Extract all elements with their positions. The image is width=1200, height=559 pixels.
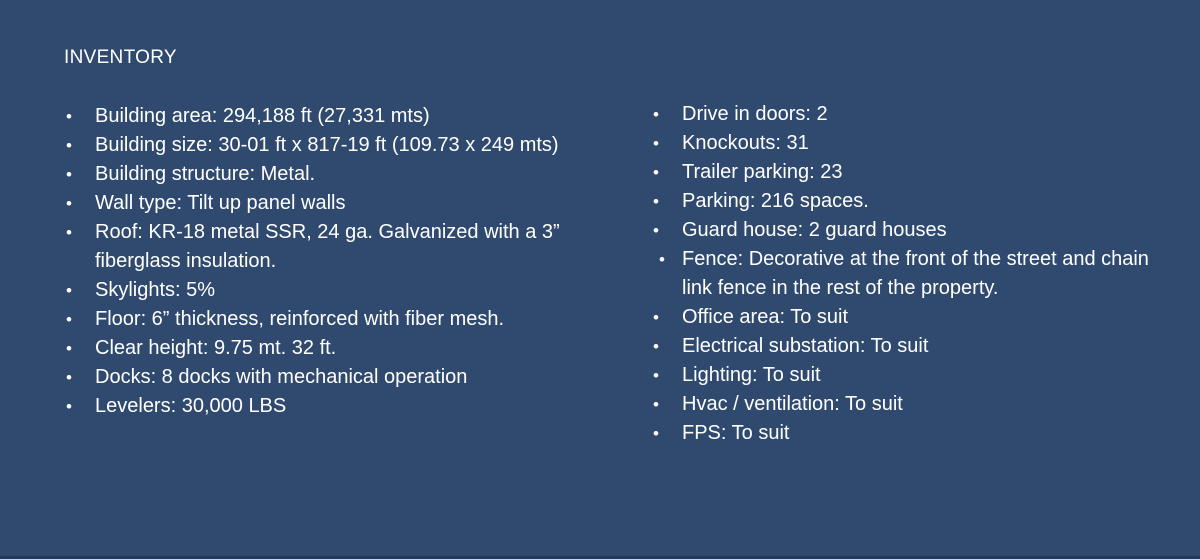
list-item-building-structure xyxy=(63,160,583,189)
bullet-icon: • xyxy=(653,221,659,240)
list-item-text: Floor: 6” thickness, reinforced with fiber mesh. xyxy=(95,308,505,330)
list-item-drive-in-doors xyxy=(650,100,1170,129)
bullet-icon: • xyxy=(66,165,72,184)
inventory-list-left xyxy=(63,102,583,421)
bullet-icon: • xyxy=(653,337,659,356)
list-item-text: Levelers: 30,000 LBS xyxy=(95,395,287,417)
list-item-text: Roof: KR-18 metal SSR, 24 ga. Galvanized with a 3” fiberglass insulation. xyxy=(95,221,560,272)
inventory-list-right xyxy=(650,100,1170,448)
bullet-icon: • xyxy=(653,308,659,327)
bullet-icon: • xyxy=(66,310,72,329)
list-item-roof xyxy=(63,218,583,276)
bullet-icon: • xyxy=(66,339,72,358)
page-title: INVENTORY xyxy=(64,47,177,68)
bullet-icon: • xyxy=(66,397,72,416)
bullet-icon: • xyxy=(66,368,72,387)
list-item-electrical-substation xyxy=(650,332,1170,361)
list-item-hvac xyxy=(650,390,1170,419)
bullet-icon: • xyxy=(653,105,659,124)
list-item-text: Electrical substation: To suit xyxy=(682,335,929,357)
list-item-text: FPS: To suit xyxy=(682,422,790,444)
list-item-text: Clear height: 9.75 mt. 32 ft. xyxy=(95,337,337,359)
list-item-fence xyxy=(650,245,1170,303)
list-item-guard-house xyxy=(650,216,1170,245)
list-item-building-area xyxy=(63,102,583,131)
list-item-fps xyxy=(650,419,1170,448)
bullet-icon: • xyxy=(659,250,665,269)
list-item-text: Wall type: Tilt up panel walls xyxy=(95,192,346,214)
list-item-text: Guard house: 2 guard houses xyxy=(682,219,947,241)
bullet-icon: • xyxy=(66,136,72,155)
list-item-floor xyxy=(63,305,583,334)
list-item-docks xyxy=(63,363,583,392)
list-item-text: Docks: 8 docks with mechanical operation xyxy=(95,366,468,388)
list-item-text: Skylights: 5% xyxy=(95,279,216,301)
list-item-text: Fence: Decorative at the front of the street and chain link fence in the rest of the property. xyxy=(682,248,1149,299)
list-item-skylights xyxy=(63,276,583,305)
bullet-icon: • xyxy=(653,163,659,182)
bullet-icon: • xyxy=(66,194,72,213)
list-item-text: Building area: 294,188 ft (27,331 mts) xyxy=(95,105,430,127)
list-item-building-size xyxy=(63,131,583,160)
bullet-icon: • xyxy=(653,192,659,211)
list-item-text: Drive in doors: 2 xyxy=(682,103,828,125)
list-item-trailer-parking xyxy=(650,158,1170,187)
bullet-icon: • xyxy=(66,223,72,242)
bullet-icon: • xyxy=(66,281,72,300)
list-item-text: Knockouts: 31 xyxy=(682,132,809,154)
list-item-clear-height xyxy=(63,334,583,363)
list-item-text: Office area: To suit xyxy=(682,306,849,328)
bullet-icon: • xyxy=(653,366,659,385)
bullet-icon: • xyxy=(653,395,659,414)
list-item-parking xyxy=(650,187,1170,216)
list-item-wall-type xyxy=(63,189,583,218)
list-item-text: Hvac / ventilation: To suit xyxy=(682,393,903,415)
bullet-icon: • xyxy=(653,424,659,443)
list-item-text: Parking: 216 spaces. xyxy=(682,190,869,212)
list-item-text: Building size: 30-01 ft x 817-19 ft (109.73 x 249 mts) xyxy=(95,134,559,156)
list-item-text: Trailer parking: 23 xyxy=(682,161,843,183)
list-item-knockouts xyxy=(650,129,1170,158)
list-item-levelers xyxy=(63,392,583,421)
bullet-icon: • xyxy=(653,134,659,153)
bullet-icon: • xyxy=(66,107,72,126)
list-item-text: Building structure: Metal. xyxy=(95,163,316,185)
list-item-office-area xyxy=(650,303,1170,332)
list-item-lighting xyxy=(650,361,1170,390)
list-item-text: Lighting: To suit xyxy=(682,364,821,386)
